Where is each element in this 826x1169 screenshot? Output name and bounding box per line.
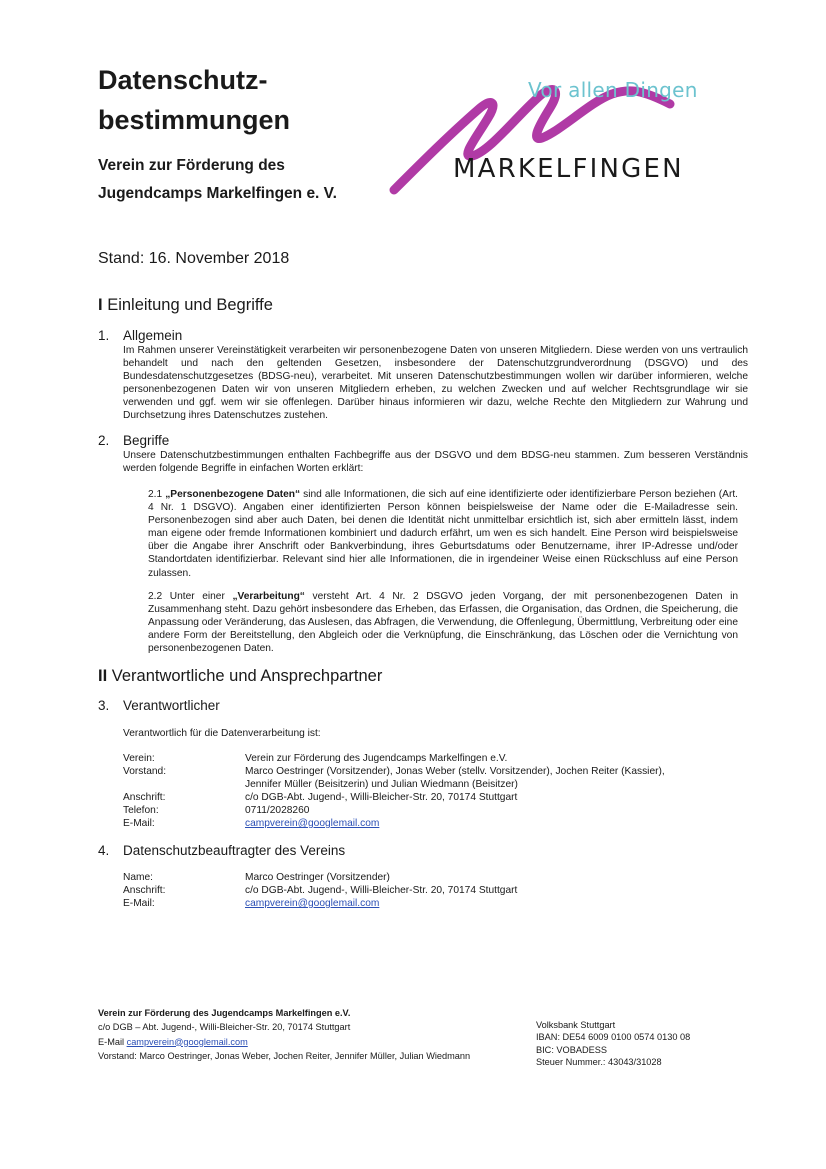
paragraph-begriffe: Unsere Datenschutzbestimmungen enthalten Fachbegriffe aus der DSGVO und dem BDSG-neu stammen. Zum besseren Verständnis werden folgende Begriffe in einfachen Worten erklärt: — [123, 450, 748, 475]
footer-bank: Volksbank Stuttgart — [536, 1020, 616, 1030]
footer-left — [98, 1006, 470, 1063]
definition-personenbezogene-daten: 2.1 „Personenbezogene Daten“ sind alle Informationen, die sich auf eine identifizierte oder identifizierbare Person beziehen (Art. 4 Nr. 1 DSGVO). Angaben einer identifizierten Person können beispielsweise der Name oder die E-Mailadresse sein. Personenbezogen sind aber auch Daten, bei denen die Identität nicht unmittelbar ersichtlich ist, sich aber ermitteln lässt, indem man eigene oder fremde Informationen kombiniert und dadurch erfährt, um wen es sich handelt. Eine Person wird beispielsweise über die Angabe ihrer Anschrift oder Bankverbindung, ihres Geburtsdatums oder Benutzername, ihrer IP-Adresse und/oder Standortdaten identifizierbar. Relevant sind hier alle Informationen, die in irgendeiner Weise einen Rückschluss auf eine Person zulassen. — [148, 489, 738, 579]
footer-org: Verein zur Förderung des Jugendcamps Markelfingen e.V. — [98, 1008, 351, 1018]
item-heading-begriffe: 2. Begriffe — [98, 433, 170, 448]
title-line-1: Datenschutz- — [98, 65, 268, 95]
paragraph-allgemein: Im Rahmen unserer Vereinstätigkeit verarbeiten wir personenbezogene Daten von unseren Mitgliedern. Diese werden von uns vertraulich behandelt und nach den geltenden Gesetzen, insbesondere der Datenschutzgrundverordnung (DSGVO) und des Bundesdatenschutzgesetzes (BDSG-neu), verarbeitet. Mit unseren Datenschutzbestimmungen wollen wir darüber informieren, welche personenbezogenen Daten wir von unseren Mitgliedern erheben, zu welchen Zwecken und auf welcher Rechtsgrundlage wir sie verwenden und ggf. wem wir sie offenlegen. Darüber hinaus informieren wir dazu, welche Rechte den Mitgliedern zur Wahrung und Durchsetzung ihres Datenschutzes zustehen. — [123, 345, 748, 422]
verantwortlicher-intro: Verantwortlich für die Datenverarbeitung ist: — [123, 728, 321, 739]
detail-row: Jennifer Müller (Beisitzerin) und Julian Wiedmann (Beisitzer) — [245, 779, 518, 790]
datenschutzbeauftragter-details — [123, 871, 745, 910]
page-subtitle: Verein zur Förderung des Jugendcamps Markelfingen e. V. — [98, 157, 337, 202]
footer-right — [536, 1019, 690, 1069]
detail-row: Vorstand: Marco Oestringer (Vorsitzender), Jonas Weber (stellv. Vorsitzender), Jochen Reiter (Kassier), — [123, 766, 665, 777]
item-heading-verantwortlicher: 3. Verantwortlicher — [98, 698, 220, 713]
footer-address: c/o DGB – Abt. Jugend-, Willi-Bleicher-Str. 20, 70174 Stuttgart — [98, 1022, 351, 1033]
detail-row: Anschrift: c/o DGB-Abt. Jugend-, Willi-Bleicher-Str. 20, 70174 Stuttgart — [123, 885, 518, 896]
section-heading-1: I Einleitung und Begriffe — [98, 296, 273, 314]
detail-row: Name: Marco Oestringer (Vorsitzender) — [123, 872, 390, 883]
logo-wordmark: MARKELFINGEN — [453, 154, 684, 184]
detail-row: Verein: Verein zur Förderung des Jugendcamps Markelfingen e.V. — [123, 753, 508, 764]
detail-row: E-Mail: campverein@googlemail.com — [123, 897, 745, 910]
page-title — [98, 60, 290, 140]
footer-email: E-Mail campverein@googlemail.com — [98, 1036, 248, 1047]
email-link[interactable]: campverein@googlemail.com — [245, 898, 380, 909]
footer-iban: IBAN: DE54 6009 0100 0574 0130 08 — [536, 1032, 691, 1043]
item-heading-datenschutzbeauftragter: 4. Datenschutzbeauftragter des Vereins — [98, 843, 346, 858]
definition-verarbeitung: 2.2 Unter einer „Verarbeitung“ versteht Art. 4 Nr. 2 DSGVO jeden Vorgang, der mit personenbezogenen Daten in Zusammenhang steht. Dazu gehört insbesondere das Erheben, das Erfassen, die Organisation, das Ordnen, die Speicherung, die Anpassung oder Veränderung, das Auslesen, das Abfragen, die Verwendung, die Offenlegung, Übermittlung, Verbreitung oder eine andere Form der Bereitstellung, den Abgleich oder die Verknüpfung, die Einschränkung, das Löschen oder die Vernichtung von personenbezogenen Daten. — [148, 591, 738, 655]
footer-tax: Steuer Nummer.: 43043/31028 — [536, 1057, 662, 1068]
item-heading-allgemein: 1. Allgemein — [98, 328, 183, 343]
detail-row: Telefon: 0711/2028260 — [123, 805, 310, 816]
section-heading-2: II Verantwortliche und Ansprechpartner — [98, 667, 383, 685]
title-line-2: bestimmungen — [98, 105, 291, 135]
detail-row: E-Mail: campverein@googlemail.com — [123, 817, 745, 830]
detail-row: Anschrift: c/o DGB-Abt. Jugend-, Willi-Bleicher-Str. 20, 70174 Stuttgart — [123, 792, 518, 803]
footer-board: Vorstand: Marco Oestringer, Jonas Weber, Jochen Reiter, Jennifer Müller, Julian Wiedmann — [98, 1050, 471, 1061]
logo-tagline: Vor allen Dingen — [528, 78, 698, 102]
document-date: Stand: 16. November 2018 — [98, 250, 290, 267]
footer-bic: BIC: VOBADESS — [536, 1044, 607, 1055]
footer-email-link[interactable]: campverein@googlemail.com — [126, 1036, 248, 1047]
email-link[interactable]: campverein@googlemail.com — [245, 818, 380, 829]
verantwortlicher-details — [123, 752, 745, 830]
